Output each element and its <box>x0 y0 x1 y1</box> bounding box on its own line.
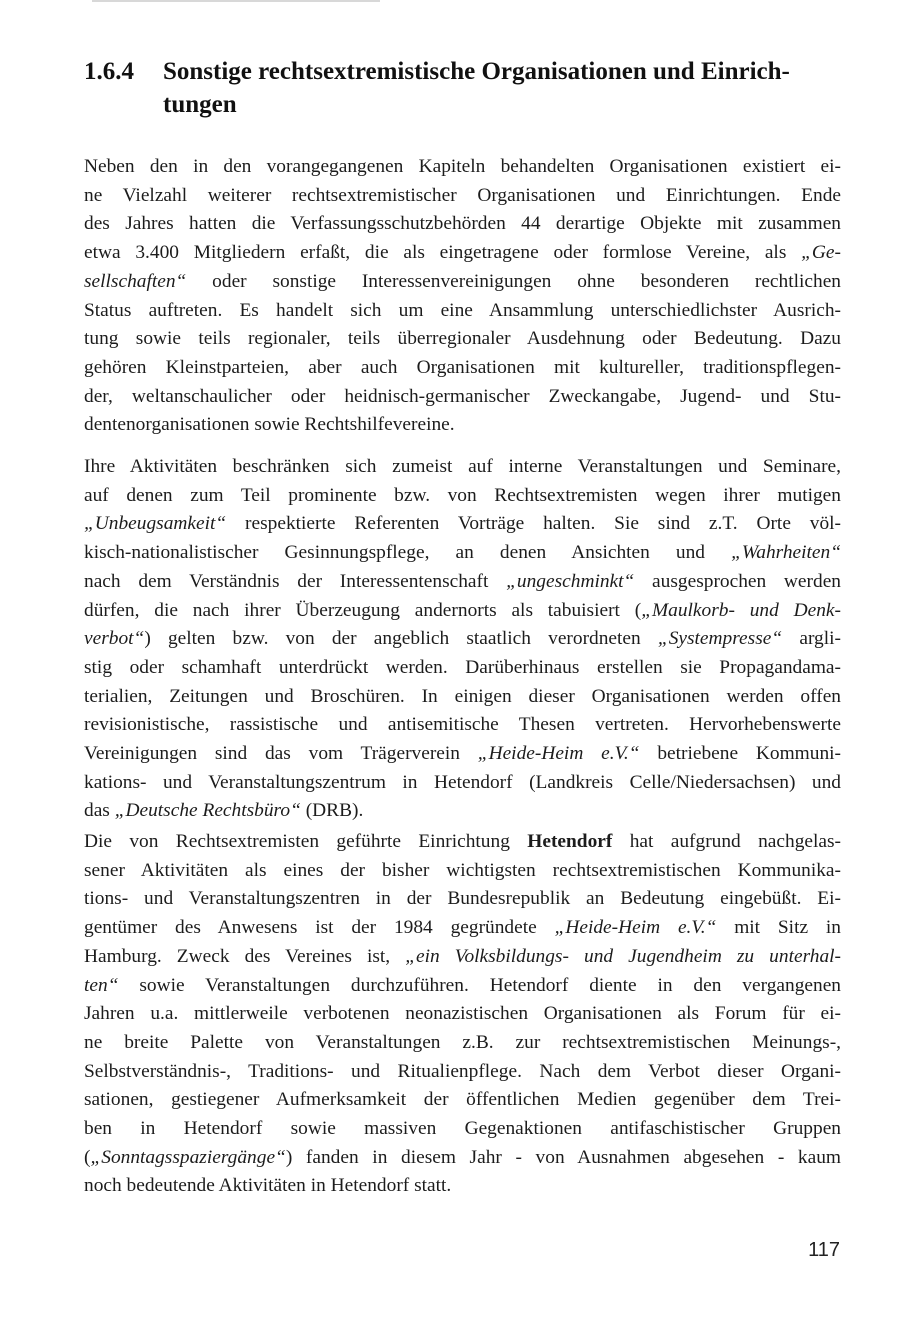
text-line <box>84 539 841 568</box>
text-run: dürfen, die nach ihrer Überzeugung andernorts als tabuisiert ( <box>84 599 642 621</box>
page-number: 117 <box>808 1239 840 1261</box>
text-run: ( <box>84 1146 91 1168</box>
text-line: sener Aktivitäten als eines der bisher wichtigsten rechtsextremistischen Kommunika- <box>84 859 841 881</box>
text-line: ne breite Palette von Veranstaltungen z.B. zur rechtsextremistischen Meinungs-, <box>84 1031 841 1053</box>
text-run: kisch-nationalistischer Gesinnungspflege, an denen Ansichten und <box>84 542 732 564</box>
italic-quote: verbot“ <box>84 628 145 650</box>
text-line: Jahren u.a. mittlerweile verbotenen neonazistischen Organisationen als Forum für ei- <box>84 1003 841 1025</box>
italic-quote: „ein Volksbildungs- und Jugendheim zu unterhal- <box>405 945 841 967</box>
text-line <box>84 568 841 597</box>
text-line: Selbstverständnis-, Traditions- und Ritualienpflege. Nach dem Verbot dieser Organi- <box>84 1060 841 1082</box>
italic-quote: „ungeschminkt“ <box>506 570 635 592</box>
italic-quote: „Systempresse“ <box>657 628 783 650</box>
italic-quote: „Heide-Heim e.V.“ <box>477 743 640 765</box>
text-run: Hamburg. Zweck des Vereines ist, <box>84 945 406 967</box>
text-run: argli- <box>782 628 841 650</box>
text-line: Status auftreten. Es handelt sich um eine Ansammlung unterschiedlichster Ausrich- <box>84 299 841 321</box>
text-run: betriebene Kommuni- <box>639 743 841 765</box>
text-run: ) gelten bzw. von der angeblich staatlich verordneten <box>144 628 658 650</box>
italic-quote: „Wahrheiten“ <box>731 542 841 564</box>
italic-quote: „Heide-Heim e.V.“ <box>554 917 717 939</box>
text-line: dentenorganisationen sowie Rechtshilfevereine. <box>84 414 455 436</box>
text-run: Vereinigungen sind das vom Trägerverein <box>84 743 478 765</box>
section-title-line-1: Sonstige rechtsextremistische Organisationen und Einrich- <box>163 58 790 85</box>
paragraph-3 <box>84 828 841 1201</box>
text-line <box>84 510 841 539</box>
text-run: nach dem Verständnis der Interessentenschaft <box>84 570 507 592</box>
text-line <box>84 943 841 972</box>
italic-quote: „Ge- <box>801 242 841 264</box>
paragraph-1 <box>84 153 841 440</box>
text-line: ne Vielzahl weiterer rechtsextremistischer Organisationen und Einrichtungen. Ende <box>84 184 841 206</box>
text-line <box>84 797 841 826</box>
text-run: respektierte Referenten Vorträge halten. Sie sind z.T. Orte völ- <box>226 513 841 535</box>
text-run: ) fanden in diesem Jahr - von Ausnahmen abgesehen - kaum <box>285 1146 841 1168</box>
top-rule-divider <box>92 0 380 2</box>
text-line <box>84 972 841 1001</box>
italic-quote: „Unbeugsamkeit“ <box>84 513 227 535</box>
text-run: mit Sitz in <box>716 917 841 939</box>
text-run: etwa 3.400 Mitgliedern erfaßt, die als eingetragene oder formlose Vereine, als <box>84 242 802 264</box>
text-line: noch bedeutende Aktivitäten in Hetendorf statt. <box>84 1175 452 1197</box>
text-run: Die von Rechtsextremisten geführte Einrichtung <box>84 831 528 852</box>
italic-quote: „Maulkorb- und Denk- <box>641 599 841 621</box>
text-run: hat aufgrund nachgelas- <box>612 831 841 852</box>
italic-quote: „Sonntagsspaziergänge“ <box>90 1146 286 1168</box>
text-line <box>84 625 841 654</box>
text-line <box>84 268 841 297</box>
text-line: tung sowie teils regionaler, teils überregionaler Ausdehnung oder Bedeutung. Dazu <box>84 328 841 350</box>
text-line: tions- und Veranstaltungszentren in der Bundesrepublik an Bedeutung eingebüßt. Ei- <box>84 888 841 910</box>
text-line: terialien, Zeitungen und Broschüren. In einigen dieser Organisationen werden offen <box>84 685 841 707</box>
text-line <box>84 239 841 268</box>
text-run: oder sonstige Interessenvereinigungen ohne besonderen rechtlichen <box>186 270 841 292</box>
paragraph-2 <box>84 453 841 826</box>
text-line <box>84 914 841 943</box>
italic-quote: ten“ <box>84 974 119 996</box>
text-line: auf denen zum Teil prominente bzw. von Rechtsextremisten wegen ihrer mutigen <box>84 484 841 506</box>
text-run: (DRB). <box>300 800 364 822</box>
text-line <box>84 740 841 769</box>
bold-term: Hetendorf <box>527 831 613 852</box>
text-line: Ihre Aktivitäten beschränken sich zumeist auf interne Veranstaltungen und Seminare, <box>84 456 841 477</box>
text-line: der, weltanschaulicher oder heidnisch-germanischer Zweckangabe, Jugend- und Stu- <box>84 385 841 407</box>
text-run: ausgesprochen werden <box>634 570 841 592</box>
section-heading <box>84 55 844 121</box>
italic-quote: „Deutsche Rechtsbüro“ <box>114 800 301 822</box>
text-line: ben in Hetendorf sowie massiven Gegenaktionen antifaschistischer Gruppen <box>84 1118 841 1140</box>
text-line: revisionistische, rassistische und antisemitische Thesen vertreten. Hervorhebenswerte <box>84 714 841 736</box>
section-number: 1.6.4 <box>84 58 134 85</box>
text-line: Neben den in den vorangegangenen Kapiteln behandelten Organisationen existiert ei- <box>84 156 841 177</box>
section-title-line-2: tungen <box>163 91 237 118</box>
text-line: kations- und Veranstaltungszentrum in Hetendorf (Landkreis Celle/Niedersachsen) und <box>84 771 841 793</box>
italic-quote: sellschaften“ <box>84 270 187 292</box>
text-line <box>84 828 841 857</box>
text-line <box>84 597 841 626</box>
text-run: das <box>84 800 115 822</box>
text-run: gentümer des Anwesens ist der 1984 gegründete <box>84 917 555 939</box>
text-line: gehören Kleinstparteien, aber auch Organisationen mit kultureller, traditionspflegen- <box>84 356 841 378</box>
text-run: sowie Veranstaltungen durchzuführen. Hetendorf diente in den vergangenen <box>118 974 841 996</box>
text-line <box>84 1144 841 1173</box>
text-line: sationen, gestiegener Aufmerksamkeit der öffentlichen Medien gegenüber dem Trei- <box>84 1089 841 1111</box>
text-line: des Jahres hatten die Verfassungsschutzbehörden 44 derartige Objekte mit zusammen <box>84 213 841 235</box>
text-line: stig oder schamhaft unterdrückt werden. Darüberhinaus erstellen sie Propagandama- <box>84 656 841 678</box>
